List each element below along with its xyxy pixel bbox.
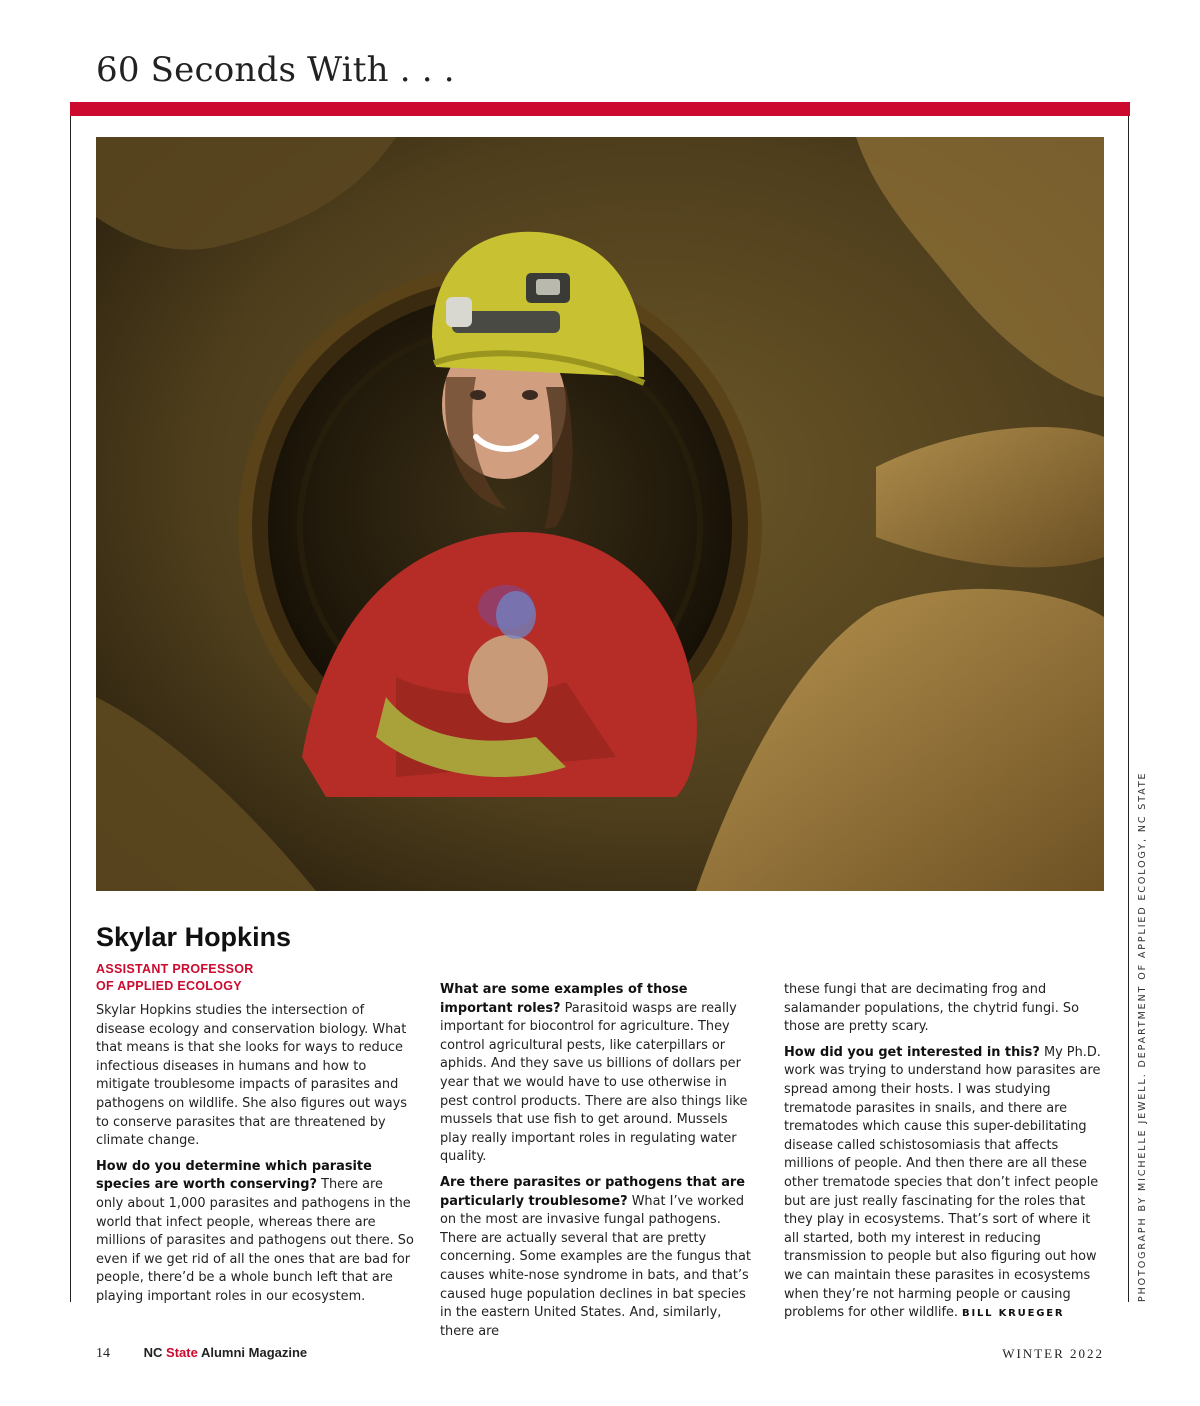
cave-photo <box>96 137 1104 891</box>
profile-role <box>96 961 396 995</box>
intro-paragraph: Skylar Hopkins studies the intersection of disease ecology and conservation biology. What that means is that she looks for ways to reduce infectious diseases in humans and how to mitigate troublesome impacts of parasites and pathogens on wildlife. She also figures out ways to conserve parasites that are threatened by climate change. <box>96 1003 407 1149</box>
frame-right-rule <box>1128 116 1129 1302</box>
profile-name: Skylar Hopkins <box>96 922 292 952</box>
qa-1 <box>96 1158 414 1307</box>
frame-left-rule <box>70 116 71 1302</box>
answer-3-continued: these fungi that are decimating frog and salamander populations, the chytrid fungi. So those are pretty scary. <box>784 982 1079 1035</box>
answer-1: There are only about 1,000 parasites and pathogens in the world that infect people, whereas there are millions of parasites and pathogens out there. So even if we get rid of all the ones that are bad for people, there’d be a whole bunch left that are playing important roles in our ecosystem. <box>96 1177 414 1304</box>
question-2: What are some examples of those important roles? <box>440 982 688 1016</box>
byline: BILL KRUEGER <box>962 1308 1065 1320</box>
qa-4 <box>784 1044 1102 1324</box>
red-header-rule <box>70 102 1130 116</box>
magazine-title <box>144 1345 308 1360</box>
question-4: How did you get interested in this? <box>784 1044 1040 1060</box>
column-1 <box>96 1002 414 1314</box>
photo-credit: PHOTOGRAPH BY MICHELLE JEWELL. DEPARTMENT OF APPLIED ECOLOGY, NC STATE <box>1137 771 1148 1302</box>
section-title: 60 Seconds With . . . <box>96 50 455 90</box>
role-line-1: ASSISTANT PROFESSOR <box>96 962 254 976</box>
qa-2 <box>440 981 758 1167</box>
column-3 <box>784 981 1102 1331</box>
role-line-2: OF APPLIED ECOLOGY <box>96 979 242 993</box>
footer-left <box>96 1345 307 1362</box>
answer-2: Parasitoid wasps are really important for biocontrol for agriculture. They control agricultural pests, like caterpillars or aphids. And they save us billions of dollars per year that we would have to use otherwise in pest control products. There are also things like mussels that use fish to get around. Mussels play really important roles in regulating water quality. <box>440 1000 748 1165</box>
page-number: 14 <box>96 1346 110 1361</box>
question-1: How do you determine which parasite species are worth conserving? <box>96 1158 372 1193</box>
column-2 <box>440 981 758 1348</box>
magazine-rest: Alumni Magazine <box>200 1345 308 1360</box>
answer-3: What I’ve worked on the most are invasive fungal pathogens. There are actually several that are pretty concerning. Some examples are the fungus that causes white-nose syndrome in bats, and that’s caused huge population declines in bat species in the eastern United States. And, similarly, there are <box>440 1193 751 1339</box>
question-3: Are there parasites or pathogens that are particularly troublesome? <box>440 1174 745 1209</box>
issue-date: WINTER 2022 <box>1002 1346 1104 1361</box>
answer-4: My Ph.D. work was trying to understand how parasites are spread among their hosts. I was studying trematode parasites in snails, and there are trematodes which cause this super-debilitating disease called schistosomiasis that affects millions of people. And then there are all these other trematode species that don’t infect people but are just really fascinating for the roles that they play in ecosystems. That’s sort of where it all started, both my interest in reducing transmission to people but also figuring out how we can maintain these parasites in ecosystems when they’re not harming people or causing problems for other wildlife. <box>784 1044 1101 1321</box>
qa-3 <box>440 1174 758 1341</box>
magazine-nc: NC <box>143 1345 163 1360</box>
magazine-state: State <box>166 1345 198 1360</box>
